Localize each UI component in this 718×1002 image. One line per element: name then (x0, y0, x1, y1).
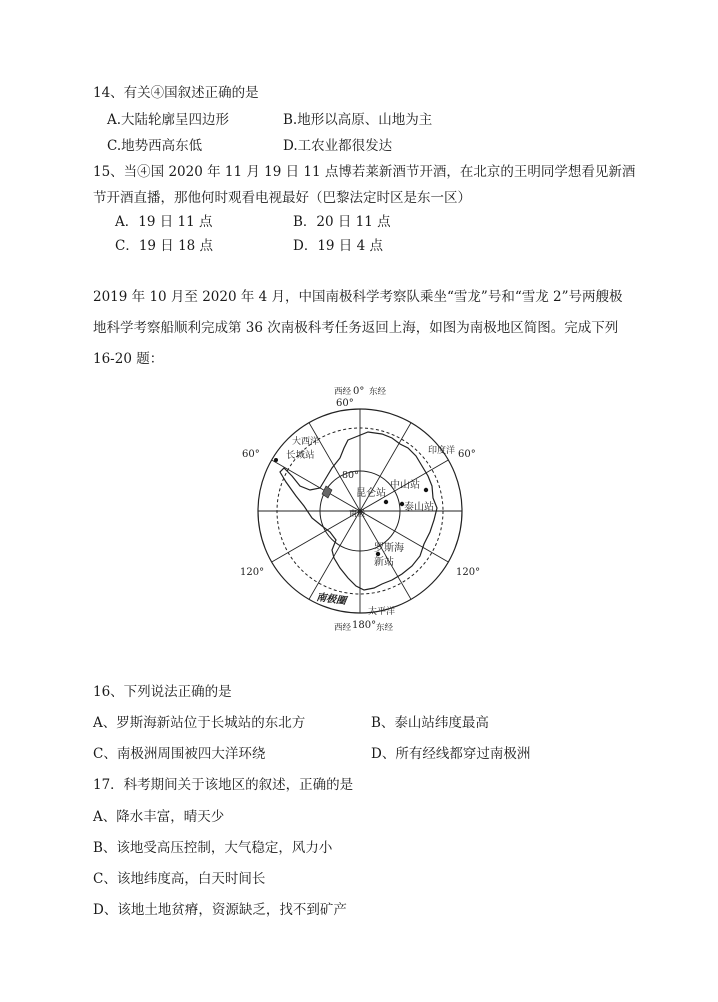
label-top-zero: 0° (353, 386, 365, 397)
q16-option-c: C、南极洲周围被四大洋环绕 (93, 746, 266, 762)
label-120-right: 120° (456, 567, 481, 578)
label-kunlun: 昆仑站 (356, 488, 386, 499)
q16-option-b: B、泰山站纬度最高 (371, 715, 489, 731)
antarctica-map (236, 378, 484, 638)
q15-option-d: D．19 日 4 点 (293, 238, 383, 254)
antarctica-map-svg (236, 378, 484, 638)
q17-option-d: D、该地土地贫瘠，资源缺乏，找不到矿产 (93, 902, 347, 918)
label-bottom-180: 180° (352, 620, 377, 631)
q16-stem: 16、下列说法正确的是 (93, 684, 232, 700)
ice-shelf-mark (322, 486, 332, 498)
intro-paragraph: 2019 年 10 月至 2020 年 4 月，中国南极科学考察队乘坐“雪龙”号和“雪龙 2”号两艘极地科学考察船顺利完成第 36 次南极科考任务返回上海，如图为南极地区简图。完成下列 16-20 题： (93, 289, 623, 367)
label-120-left: 120° (240, 567, 265, 578)
label-top-east: 东经 (369, 387, 387, 397)
label-60-left: 60° (242, 449, 260, 460)
label-top-west: 西经 (334, 387, 352, 397)
q17-option-a: A、降水丰富，晴天少 (93, 809, 225, 825)
q17-option-b: B、该地受高压控制，大气稳定，风力小 (93, 840, 333, 856)
label-60-right: 60° (458, 449, 476, 460)
kunlun-dot (384, 500, 388, 504)
zhongshan-dot (424, 488, 428, 492)
q14-option-a: A.大陆轮廓呈四边形 (107, 112, 230, 128)
q14-stem: 14、有关④国叙述正确的是 (93, 85, 259, 101)
label-pacific: 太平洋 (368, 607, 396, 617)
label-bottom-west: 西经 (334, 623, 352, 633)
label-south-pole: 南极 (349, 509, 365, 518)
label-changcheng: 长城站 (286, 450, 315, 461)
q14-option-c: C.地势西高东低 (107, 138, 203, 154)
label-zhongshan: 中山站 (390, 480, 420, 491)
q15-option-a: A．19 日 11 点 (115, 214, 213, 230)
label-antarctic-circle: 南极圈 (315, 592, 347, 608)
q16-option-d: D、所有经线都穿过南极洲 (371, 746, 531, 762)
q16-option-a: A、罗斯海新站位于长城站的东北方 (93, 715, 306, 731)
label-taishan: 泰山站 (404, 502, 434, 513)
q14-option-b: B.地形以高原、山地为主 (283, 112, 433, 128)
q15-option-b: B．20 日 11 点 (293, 214, 391, 230)
label-atlantic: 大西洋 (292, 437, 320, 447)
label-rossea-line1: 罗斯海 (374, 543, 404, 554)
q15-option-c: C．19 日 18 点 (115, 238, 214, 254)
q15-stem-line2: 节开酒直播，那他何时观看电视最好（巴黎法定时区是东一区） (93, 190, 471, 206)
label-rossea-line2: 新站 (374, 557, 394, 568)
label-bottom-east: 东经 (376, 623, 394, 633)
label-60-top: 60° (336, 398, 354, 409)
q14-option-d: D.工农业都很发达 (283, 138, 393, 154)
label-80: 80° (342, 470, 359, 481)
q17-stem: 17．科考期间关于该地区的叙述，正确的是 (93, 777, 354, 793)
q17-option-c: C、该地纬度高，白天时间长 (93, 871, 266, 887)
label-indian: 印度洋 (428, 446, 456, 456)
q15-stem-line1: 15、当④国 2020 年 11 月 19 日 11 点博若莱新酒节开酒，在北京的王明同学想看见新酒 (93, 164, 636, 180)
changcheng-dot (274, 458, 278, 462)
